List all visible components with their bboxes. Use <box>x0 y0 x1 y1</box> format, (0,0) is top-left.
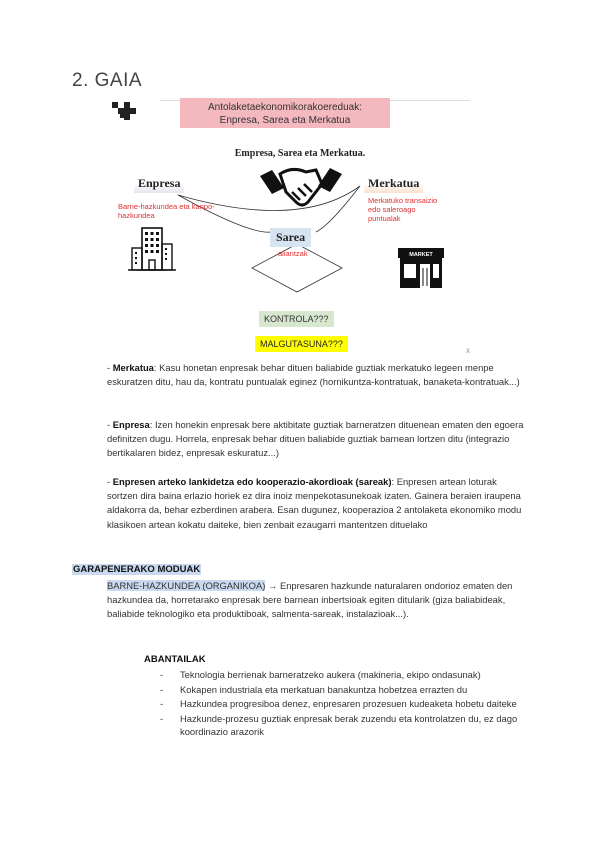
paragraph-merkatua: - Merkatua: Kasu honetan enpresak behar dituen baliabide guztiak merkatuko legeen menpe eskuratzen ditu, hau da, kontratu puntualak eginez (hornikuntza-kontratuak, banaketa-kontratuak...) <box>107 362 520 388</box>
list-item: - Teknologia berrienak barneratzeko aukera (makineria, ekipo ondasunak) <box>160 669 481 680</box>
paragraph-barne-hazkundea <box>107 579 527 622</box>
banner-line-1: Antolaketaekonomikorakoereduak: <box>208 102 362 113</box>
term-enpresa: Enpresa <box>112 419 150 430</box>
market-store-icon <box>396 246 446 290</box>
sarea-label: Sarea <box>270 228 311 247</box>
text-enpresa: : Izen honekin enpresak bere aktibitate guztiak barneratzen dituenean ematen den egoera definitzen dugu. Horrela, enpresak behar dituen baliabide guztiak barnean lortzen ditu (integrazio bertikalaren bidez, enpresak eskuratuz...) <box>107 419 524 459</box>
small-mark: x <box>466 346 470 355</box>
merkatua-label: Merkatua <box>364 174 423 193</box>
enpresa-label: Enpresa <box>134 174 184 193</box>
term-barne-hazkundea: BARNE-HAZKUNDEA (ORGANIKOA) <box>107 580 266 591</box>
section-title: GARAPENERAKO MODUAK <box>73 564 201 575</box>
list-item: - Kokapen industriala eta merkatuan banakuntza hobetzea errazten du <box>160 683 468 695</box>
market-sign-text: MARKET <box>409 252 433 258</box>
kontrola-label: KONTROLA??? <box>259 311 334 327</box>
handshake-icon <box>258 162 344 210</box>
page-heading: 2. GAIA <box>72 70 143 91</box>
text-barne-hazkundea: → Enpresaren hazkunde naturalaren ondorioz ematen den hazkundea da, horretarako enpresak bere barnean inbertsioak egiten ditularik (giza baliabideak, baliabide teknologiko eta produktiboak, salmenta-sareak, instalazioak...). <box>107 580 513 620</box>
list-item: - Hazkundea progresiboa denez, enpresaren prozesuen kudeaketa hobetu daiteke <box>160 698 517 709</box>
paragraph-enpresa: - Enpresa: Izen honekin enpresak bere aktibitate guztiak barneratzen dituenean ematen den egoera definitzen dugu. Horrela, enpresak behar dituen baliabide guztiak barnean lortzen ditu (integrazio bertikalaren bidez, enpresak eskuratuz...) <box>107 419 524 459</box>
office-building-icon <box>128 226 176 272</box>
abantailak-list <box>160 668 540 740</box>
term-lankidetza: Enpresen arteko lankidetza edo kooperazio-akordioak (sareak) <box>112 476 392 487</box>
text-lankidetza: : Enpresen artean loturak sortzen dira baina erlazio horiek ez dira inoiz menpekotasunekoak izaten. Gainera beraien iraupena aldakorra da, behar ezberdinen arabera. Esan dugunez, kooperazioa 2 antolaketa ekonomiko modu klasikoen artean kokatu daiteke, bien zenbait ezaugarri mantentzen dituelako <box>107 476 522 530</box>
diagram-title: Empresa, Sarea eta Merkatua. <box>234 148 366 159</box>
enpresa-desc: Barne-hazkundea eta kanpo-hazkundea <box>118 202 215 220</box>
text-merkatua: : Kasu honetan enpresak behar dituen baliabide guztiak merkatuko legeen menpe eskuratzen ditu, hau da, kontratu puntualak eginez (hornikuntza-kontratuak, banaketa-kontratuak...) <box>107 362 520 388</box>
list-item: - Hazkunde-prozesu guztiak enpresak berak zuzendu eta kontrolatzen du, ez dago koordinazio arazorik <box>160 712 518 737</box>
abantailak-title: ABANTAILAK <box>144 654 206 665</box>
term-merkatua: Merkatua <box>112 362 154 373</box>
paragraph-lankidetza: - Enpresen arteko lankidetza edo kooperazio-akordioak (sareak): Enpresen artean loturak sortzen dira baina erlazio horiek ez dira inoiz menpekotasunekoak izaten. Gainera beraien iraupena aldakorra da, behar ezberdinen arabera. Esan dugunez, kooperazioa 2 antolaketa ekonomiko modu klasikoen artean kokatu daiteke, bien zenbait ezaugarri mantentzen dituelako <box>107 476 522 530</box>
banner-line-2: Enpresa, Sarea eta Merkatua <box>219 115 351 126</box>
merkatua-desc: Merkatuko transaizio edo saleroago puntualak <box>368 196 438 223</box>
sarea-desc: aliantzak <box>278 249 308 258</box>
malgutasuna-label: MALGUTASUNA??? <box>255 336 348 352</box>
